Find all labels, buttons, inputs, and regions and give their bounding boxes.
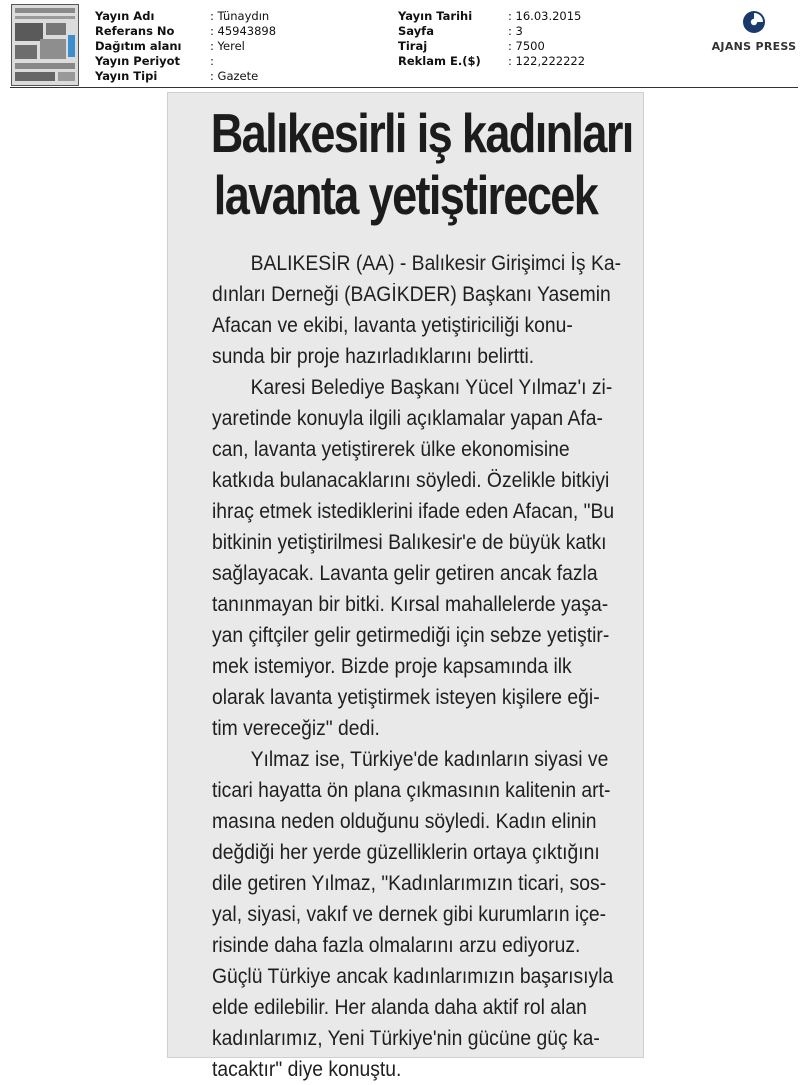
article-body — [212, 248, 647, 1085]
article-line: dile getiren Yılmaz, "Kadınlarımızın ticari, sos- — [212, 872, 607, 895]
article-line: ticari hayatta ön plana çıkmasının kalitenin art- — [212, 779, 611, 802]
info-label: Referans No — [95, 24, 175, 38]
article-line: Güçlü Türkiye ancak kadınlarımızın başarısıyla — [212, 965, 614, 988]
article-line: tanınmayan bir bitki. Kırsal mahallelerde yaşa- — [212, 593, 609, 616]
article-line: bitkinin yetiştirilmesi Balıkesir'e de büyük katkı — [212, 531, 607, 554]
info-label: Tiraj — [398, 39, 428, 53]
info-row-reklam — [398, 54, 585, 69]
article-line: Afacan ve ekibi, lavanta yetiştiriciliği konu- — [212, 314, 573, 337]
info-value: : Tünaydın — [210, 9, 270, 23]
info-label: Yayın Tipi — [95, 69, 158, 83]
ajans-press-logo — [706, 10, 802, 53]
header-divider — [10, 87, 798, 88]
info-label: Yayın Periyot — [95, 54, 181, 68]
info-label: Sayfa — [398, 24, 434, 38]
headline-line-2: lavanta yetiştirecek — [213, 164, 598, 226]
article-line: Karesi Belediye Başkanı Yücel Yılmaz'ı zi- — [250, 376, 613, 399]
newspaper-page-thumbnail[interactable] — [11, 4, 79, 86]
info-row-yayin-tarihi — [398, 9, 585, 24]
article-line: katkıda bulanacaklarını söyledi. Özelikle bitkiyi — [212, 469, 610, 492]
article-line: olarak lavanta yetiştirmek isteyen kişilere eği- — [212, 686, 600, 709]
article-line: tacaktır" diye konuştu. — [212, 1058, 402, 1081]
info-row-referans-no — [95, 24, 276, 39]
newspaper-clipping — [167, 92, 644, 1081]
info-label: Dağıtım alanı — [95, 39, 182, 53]
info-row-yayin-tipi — [95, 69, 276, 84]
info-row-tiraj — [398, 39, 585, 54]
article-line: can, lavanta yetiştirerek ülke ekonomisine — [212, 438, 570, 461]
article-line: sunda bir proje hazırladıklarını belirtti. — [212, 345, 535, 368]
article-line: risinde daha fazla olmalarını arzu ediyoruz. — [212, 934, 581, 957]
info-label: Reklam E.($) — [398, 54, 481, 68]
publication-info-left — [95, 9, 276, 84]
info-row-dagitim-alani — [95, 39, 276, 54]
ajans-press-logo-icon — [742, 10, 766, 34]
headline-line-1: Balıkesirli iş kadınları — [210, 102, 633, 164]
info-value: : Yerel — [210, 39, 245, 53]
article-line: mek istemiyor. Bizde proje kapsamında ilk — [212, 655, 572, 678]
info-value: : 16.03.2015 — [508, 9, 582, 23]
article-line: BALIKESİR (AA) - Balıkesir Girişimci İş Ka- — [250, 252, 622, 275]
info-row-sayfa — [398, 24, 585, 39]
info-row-yayin-periyot — [95, 54, 276, 69]
info-value: : — [210, 54, 214, 68]
article-line: yan çiftçiler gelir getirmediği için sebze yetiştir- — [212, 624, 610, 647]
info-value: : Gazete — [210, 69, 259, 83]
info-label: Yayın Adı — [95, 9, 155, 23]
article-line: değdiği her yerde güzelliklerin ortaya çıktığını — [212, 841, 600, 864]
info-label: Yayın Tarihi — [398, 9, 473, 23]
info-row-yayin-adi — [95, 9, 276, 24]
article-line: kadınlarımız, Yeni Türkiye'nin gücüne güç ka- — [212, 1027, 600, 1050]
article-line: Yılmaz ise, Türkiye'de kadınların siyasi ve — [250, 748, 609, 771]
article-line: tim vereceğiz" dedi. — [212, 717, 380, 740]
info-value: : 45943898 — [210, 24, 277, 38]
article-line: yaretinde konuyla ilgili açıklamalar yapan Afa- — [212, 407, 603, 430]
article-line: elde edilebilir. Her alanda daha aktif rol alan — [212, 996, 587, 1019]
article-line: ihraç etmek istediklerini ifade eden Afacan, "Bu — [212, 500, 615, 523]
logo-text: AJANS PRESS — [711, 40, 797, 53]
article-line: masına neden olduğunu söyledi. Kadın elinin — [212, 810, 597, 833]
info-value: : 7500 — [508, 39, 545, 53]
info-value: : 122,222222 — [508, 54, 586, 68]
publication-info-right — [398, 9, 585, 69]
article-line: yal, siyasi, vakıf ve dernek gibi kurumların içe- — [212, 903, 607, 926]
info-value: : 3 — [508, 24, 523, 38]
article-line: dınları Derneği (BAGİKDER) Başkanı Yasemin — [212, 283, 611, 306]
article-line: sağlayacak. Lavanta gelir getiren ancak fazla — [212, 562, 598, 585]
